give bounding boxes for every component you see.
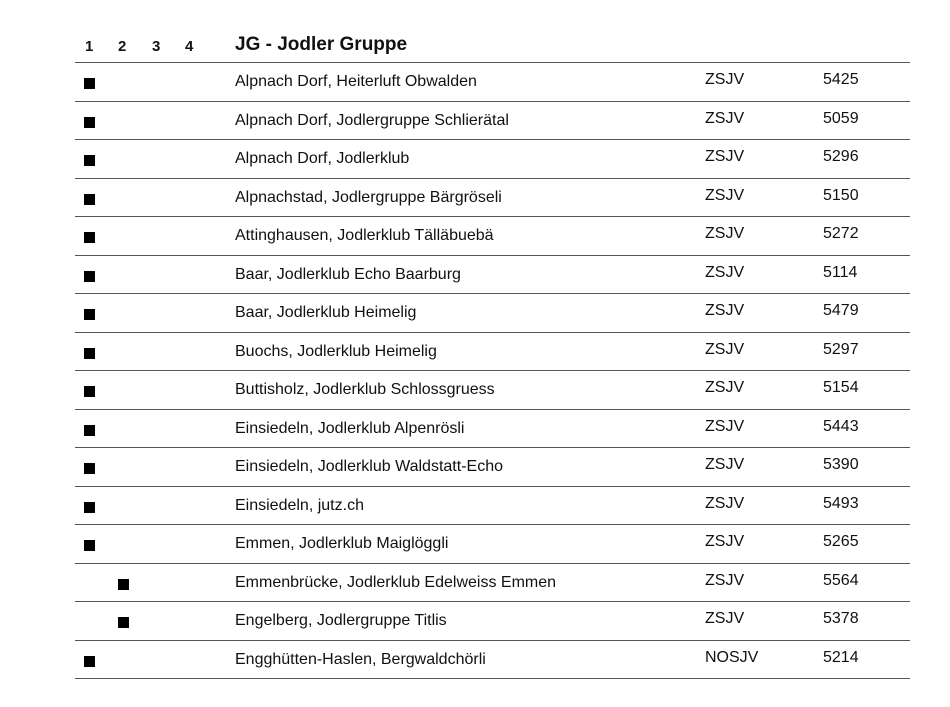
- square-marker-icon: [84, 271, 95, 282]
- list-item: [75, 641, 910, 680]
- group-number: 5479: [823, 302, 859, 319]
- square-marker-icon: [84, 348, 95, 359]
- group-name: Einsiedeln, Jodlerklub Alpenrösli: [235, 419, 465, 437]
- list-item: [75, 448, 910, 487]
- association-code: ZSJV: [705, 571, 745, 589]
- square-marker-icon: [84, 232, 95, 243]
- square-marker-icon: [84, 155, 95, 166]
- group-number: 5425: [823, 71, 859, 88]
- group-number: 5443: [823, 417, 859, 435]
- square-marker-icon: [84, 117, 95, 128]
- list-item: [75, 256, 910, 295]
- group-name: Emmenbrücke, Jodlerklub Edelweiss Emmen: [235, 573, 557, 591]
- association-code: ZSJV: [705, 494, 745, 512]
- group-name: Buttisholz, Jodlerklub Schlossgruess: [235, 381, 495, 398]
- group-name: Engelberg, Jodlergruppe Titlis: [235, 612, 447, 629]
- group-number: 5378: [823, 610, 859, 627]
- square-marker-icon: [118, 579, 129, 590]
- association-code: ZSJV: [705, 302, 745, 319]
- column-header-1: 1: [85, 38, 94, 55]
- group-name: Attinghausen, Jodlerklub Tälläbuebä: [235, 227, 494, 244]
- list-item: [75, 333, 910, 372]
- group-list: [75, 30, 910, 679]
- group-name: Baar, Jodlerklub Echo Baarburg: [235, 265, 461, 283]
- square-marker-icon: [84, 78, 95, 89]
- group-name: Buochs, Jodlerklub Heimelig: [235, 342, 437, 360]
- group-name: Emmen, Jodlerklub Maiglöggli: [235, 535, 449, 552]
- group-number: 5150: [823, 186, 859, 204]
- list-item: [75, 140, 910, 179]
- rows-container: [75, 63, 910, 679]
- list-item: [75, 371, 910, 410]
- square-marker-icon: [84, 309, 95, 320]
- square-marker-icon: [84, 463, 95, 474]
- group-name: Alpnach Dorf, Jodlergruppe Schlierätal: [235, 111, 509, 129]
- group-number: 5297: [823, 340, 859, 358]
- association-code: ZSJV: [705, 109, 745, 127]
- square-marker-icon: [84, 194, 95, 205]
- association-code: ZSJV: [705, 71, 745, 88]
- list-item: [75, 102, 910, 141]
- list-item: [75, 63, 910, 102]
- list-item: [75, 525, 910, 564]
- list-item: [75, 179, 910, 218]
- group-name: Engghütten-Haslen, Bergwaldchörli: [235, 650, 486, 668]
- association-code: ZSJV: [705, 148, 745, 165]
- square-marker-icon: [84, 386, 95, 397]
- list-item: [75, 294, 910, 333]
- group-name: Baar, Jodlerklub Heimelig: [235, 304, 417, 321]
- group-number: 5564: [823, 571, 859, 589]
- group-number: 5154: [823, 379, 859, 396]
- square-marker-icon: [84, 540, 95, 551]
- group-number: 5390: [823, 456, 859, 473]
- column-header-3: 3: [152, 38, 161, 55]
- square-marker-icon: [84, 502, 95, 513]
- association-code: ZSJV: [705, 263, 745, 281]
- list-item: [75, 217, 910, 256]
- square-marker-icon: [84, 656, 95, 667]
- association-code: ZSJV: [705, 533, 745, 550]
- list-item: [75, 410, 910, 449]
- section-title: JG - Jodler Gruppe: [235, 34, 408, 55]
- group-number: 5114: [823, 263, 858, 281]
- group-name: Einsiedeln, Jodlerklub Waldstatt-Echo: [235, 458, 503, 475]
- column-header-2: 2: [118, 38, 127, 55]
- association-code: ZSJV: [705, 417, 745, 435]
- group-number: 5059: [823, 109, 859, 127]
- list-item: [75, 487, 910, 526]
- association-code: ZSJV: [705, 610, 745, 627]
- group-number: 5265: [823, 533, 859, 550]
- group-number: 5296: [823, 148, 859, 165]
- square-marker-icon: [118, 617, 129, 628]
- list-item: [75, 602, 910, 641]
- list-item: [75, 564, 910, 603]
- group-name: Alpnach Dorf, Jodlerklub: [235, 150, 410, 167]
- square-marker-icon: [84, 425, 95, 436]
- group-name: Alpnachstad, Jodlergruppe Bärgröseli: [235, 188, 502, 206]
- group-name: Alpnach Dorf, Heiterluft Obwalden: [235, 73, 477, 90]
- association-code: ZSJV: [705, 379, 745, 396]
- group-number: 5214: [823, 648, 859, 666]
- association-code: ZSJV: [705, 340, 745, 358]
- association-code: NOSJV: [705, 648, 759, 666]
- group-number: 5493: [823, 494, 859, 512]
- list-header: [75, 30, 910, 63]
- group-number: 5272: [823, 225, 859, 242]
- group-name: Einsiedeln, jutz.ch: [235, 496, 364, 514]
- association-code: ZSJV: [705, 186, 745, 204]
- association-code: ZSJV: [705, 225, 745, 242]
- association-code: ZSJV: [705, 456, 745, 473]
- column-header-4: 4: [185, 38, 194, 55]
